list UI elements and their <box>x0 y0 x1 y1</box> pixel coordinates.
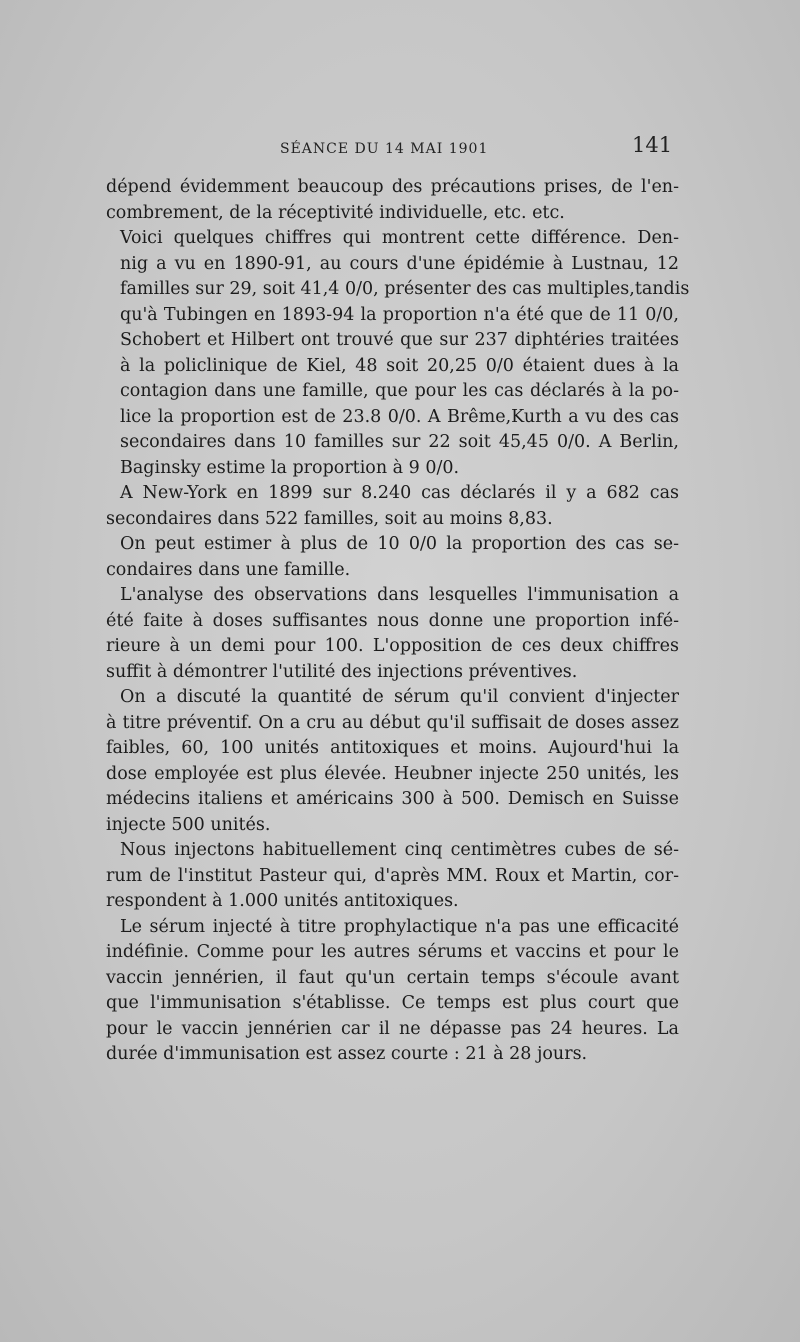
text-line: médecins italiens et américains 300 à 500. Demisch en Suisse <box>106 789 679 809</box>
page-number: 141 <box>632 133 673 157</box>
text-line: Le sérum injecté à titre prophylactique n'a pas une efficacité <box>120 916 679 937</box>
text-line: qu'à Tubingen en 1893-94 la proportion n'a été que de 11 0/0, <box>120 304 679 325</box>
paragraph-new-york <box>106 481 679 532</box>
text-line: A New-York en 1899 sur 8.240 cas déclarés il y a 682 cas <box>120 483 679 503</box>
paragraph-statistics <box>106 226 690 481</box>
body-text <box>106 175 690 1068</box>
text-line: dose employée est plus élevée. Heubner injecte 250 unités, les <box>106 763 679 784</box>
text-line: nig a vu en 1890-91, au cours d'une épidémie à Lustnau, 12 <box>120 253 679 274</box>
text-line: Voici quelques chiffres qui montrent cette différence. Den- <box>120 228 679 248</box>
running-head: SÉANCE DU 14 MAI 1901 <box>280 141 489 157</box>
text-line: dépend évidemment beaucoup des précautions prises, de l'en- <box>106 177 679 197</box>
text-line: Nous injectons habituellement cinq centimètres cubes de sé- <box>120 840 679 860</box>
text-line: secondaires dans 522 familles, soit au moins 8,83. <box>106 508 553 529</box>
text-line: indéfinie. Comme pour les autres sérums et vaccins et pour le <box>106 942 679 962</box>
paragraph-estimate <box>106 532 679 583</box>
text-line: On peut estimer à plus de 10 0/0 la proportion des cas se- <box>120 534 679 554</box>
text-line: rieure à un demi pour 100. L'opposition de ces deux chiffres <box>106 636 679 656</box>
text-line: contagion dans une famille, que pour les cas déclarés à la po- <box>120 381 679 401</box>
text-line: injecte 500 unités. <box>106 814 271 835</box>
text-line: Schobert et Hilbert ont trouvé que sur 237 diphtéries traitées <box>120 330 679 350</box>
text-line: Baginsky estime la proportion à 9 0/0. <box>120 457 460 478</box>
text-line: durée d'immunisation est assez courte : 21 à 28 jours. <box>106 1044 588 1064</box>
text-line: condaires dans une famille. <box>106 559 351 580</box>
text-line: lice la proportion est de 23.8 0/0. A Brême,Kurth a vu des cas <box>120 406 679 427</box>
text-line: à la policlinique de Kiel, 48 soit 20,25 0/0 étaient dues à la <box>120 355 679 376</box>
text-line: combrement, de la réceptivité individuelle, etc. etc. <box>106 202 565 223</box>
text-line: suffit à démontrer l'utilité des injections préventives. <box>106 661 578 682</box>
text-line: vaccin jennérien, il faut qu'un certain temps s'écoule avant <box>106 967 679 988</box>
text-line: que l'immunisation s'établisse. Ce temps est plus court que <box>106 993 679 1013</box>
text-line: été faite à doses suffisantes nous donne une proportion infé- <box>106 610 679 631</box>
text-line: L'analyse des observations dans lesquelles l'immunisation a <box>120 585 679 605</box>
paragraph-analysis <box>106 583 679 685</box>
paragraph-injection <box>106 838 679 915</box>
text-line: On a discuté la quantité de sérum qu'il convient d'injecter <box>120 687 679 707</box>
text-line: faibles, 60, 100 unités antitoxiques et moins. Aujourd'hui la <box>106 738 679 758</box>
text-line: respondent à 1.000 unités antitoxiques. <box>106 891 459 911</box>
paragraph-efficacy <box>106 915 679 1068</box>
paragraph-continuation <box>106 175 679 226</box>
text-line: rum de l'institut Pasteur qui, d'après MM. Roux et Martin, cor- <box>106 865 679 886</box>
text-line: familles sur 29, soit 41,4 0/0, présenter des cas multiples,tandis <box>120 279 690 299</box>
text-line: à titre préventif. On a cru au début qu'il suffisait de doses assez <box>106 712 679 733</box>
paragraph-quantity <box>106 685 679 838</box>
text-line: pour le vaccin jennérien car il ne dépasse pas 24 heures. La <box>106 1018 679 1039</box>
text-line: secondaires dans 10 familles sur 22 soit 45,45 0/0. A Berlin, <box>120 432 679 452</box>
